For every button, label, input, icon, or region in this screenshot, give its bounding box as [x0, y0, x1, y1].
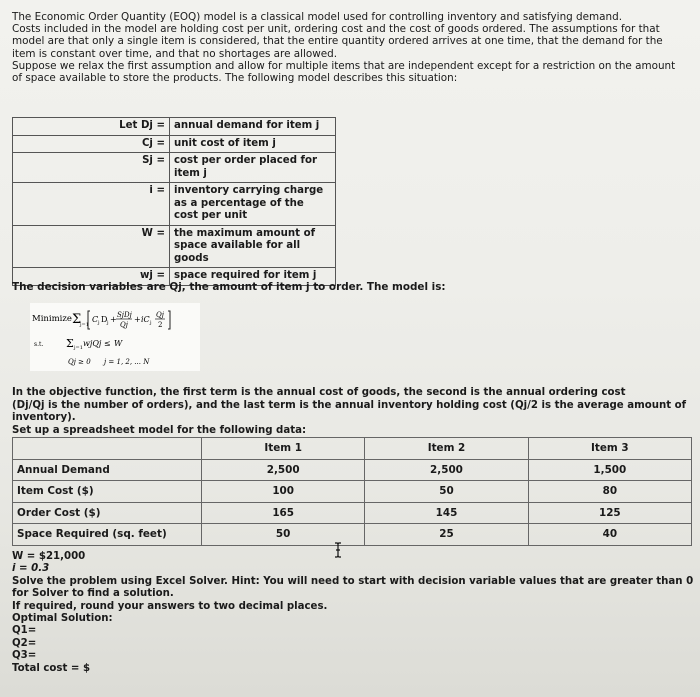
intro-line: of space available to store the products. The following model describes this situation:	[12, 72, 458, 85]
sum-symbol: Σ	[72, 312, 82, 327]
explanation-paragraph	[12, 387, 692, 437]
holding-term: 2	[158, 321, 163, 329]
definition-desc: inventory carrying charge as a percentage of the cost per unit	[170, 183, 336, 226]
q1-answer[interactable]: Q1=	[12, 625, 37, 637]
solver-instruction: Solve the problem using Excel Solver. Hint: You will need to start with decision variable values that are greater than 0 for Solver to find a solution.	[12, 575, 694, 600]
left-bracket	[88, 311, 90, 329]
row-label: Space Required (sq. feet)	[13, 524, 202, 546]
definition-desc: unit cost of item j	[170, 135, 336, 153]
definition-desc: annual demand for item j	[170, 118, 336, 136]
table-row	[13, 524, 692, 546]
rounding-instruction: If required, round your answers to two decimal places.	[12, 600, 328, 612]
sum-limits: j=1	[80, 322, 89, 328]
plus-sign: +	[134, 315, 141, 324]
intro-line: item is constant over time, and that no shortages are allowed.	[12, 47, 338, 60]
intro-line: The Economic Order Quantity (EOQ) model is a classical model used for controlling inventory and satisfying demand.	[12, 11, 623, 23]
explanation-line: In the objective function, the first term is the annual cost of goods, the second is the annual ordering cost	[12, 387, 626, 398]
definition-desc: the maximum amount of space available for all goods	[170, 225, 336, 268]
table-cell: 40	[528, 524, 691, 546]
definition-symbol: Cj =	[13, 135, 170, 153]
space-limit: W	[114, 339, 123, 348]
cost-term: C	[92, 315, 99, 324]
decision-variables-text: The decision variables are Qj, the amount of item j to order. The model is:	[12, 281, 446, 293]
definitions-table	[12, 117, 336, 286]
holding-term: j	[150, 320, 152, 326]
holding-term: iC	[141, 315, 150, 324]
cost-term: D	[101, 315, 108, 324]
row-label: Item Cost ($)	[13, 481, 202, 503]
optimal-solution-heading: Optimal Solution:	[12, 613, 113, 625]
row-label: Order Cost ($)	[13, 502, 202, 524]
index-range: j = 1, 2, ... N	[104, 358, 150, 366]
table-cell: 145	[365, 502, 528, 524]
table-row	[13, 481, 692, 503]
sum-symbol: Σ	[66, 337, 74, 350]
item-data-table	[12, 437, 692, 546]
table-cell: 165	[202, 502, 365, 524]
table-cell: 25	[365, 524, 528, 546]
table-header-row	[13, 438, 692, 460]
definition-row	[13, 225, 336, 268]
nonneg-constraint: Qj ≥ 0	[68, 358, 91, 366]
table-row	[13, 459, 692, 481]
intro-paragraph	[12, 11, 692, 84]
definition-desc: space required for item j	[170, 268, 336, 286]
order-term: SjDj	[117, 311, 132, 319]
definition-symbol: Sj =	[13, 153, 170, 183]
table-cell: 125	[528, 502, 691, 524]
definition-row	[13, 183, 336, 226]
table-cell: 50	[365, 481, 528, 503]
holding-term: Qj	[156, 311, 164, 319]
intro-line: model are that only a single item is considered, that the entire quantity ordered arrives at one time, that the demand for the	[12, 35, 663, 48]
definition-row	[13, 135, 336, 153]
table-cell: 1,500	[528, 459, 691, 481]
definition-row	[13, 118, 336, 136]
total-cost-answer[interactable]: Total cost = $	[12, 662, 91, 674]
intro-line: Suppose we relax the first assumption and allow for multiple items that are independent except for a restriction on the amount	[12, 59, 676, 72]
space-limit-value: W = $21,000	[12, 551, 86, 562]
table-cell: 50	[202, 524, 365, 546]
definition-symbol: wj =	[13, 268, 170, 286]
minimize-label: Minimize	[32, 314, 72, 324]
explanation-line: Set up a spreadsheet model for the following data:	[12, 424, 307, 436]
plus-sign: +	[110, 315, 117, 324]
definition-symbol: W =	[13, 225, 170, 268]
intro-line: Costs included in the model are holding cost per unit, ordering cost and the cost of goods ordered. The assumptions for that	[12, 23, 660, 36]
definition-row	[13, 153, 336, 183]
definition-symbol: Let Dj =	[13, 118, 170, 136]
row-label: Annual Demand	[13, 459, 202, 481]
definition-desc: cost per order placed for item j	[170, 153, 336, 183]
q3-answer[interactable]: Q3=	[12, 650, 37, 662]
table-header-cell: Item 1	[202, 438, 365, 460]
table-row	[13, 502, 692, 524]
carrying-charge-value: i = 0.3	[12, 563, 50, 575]
cost-term: j	[107, 320, 109, 326]
model-formulation	[30, 303, 200, 371]
table-header-cell	[13, 438, 202, 460]
right-bracket	[168, 311, 170, 329]
table-cell: 2,500	[202, 459, 365, 481]
problem-tail	[12, 551, 700, 675]
space-constraint: wjQj ≤	[83, 339, 111, 348]
sum-limits: j=1	[74, 345, 83, 351]
order-term: Qj	[120, 321, 128, 329]
table-cell: 80	[528, 481, 691, 503]
table-header-cell: Item 3	[528, 438, 691, 460]
table-cell: 100	[202, 481, 365, 503]
explanation-line: (Dj/Qj is the number of orders), and the last term is the annual inventory holding cost (Qj/2 is the average amount of inventory).	[12, 399, 687, 423]
q2-answer[interactable]: Q2=	[12, 637, 37, 649]
table-header-cell: Item 2	[365, 438, 528, 460]
table-cell: 2,500	[365, 459, 528, 481]
definition-symbol: i =	[13, 183, 170, 226]
cost-term: j	[98, 320, 100, 326]
st-label: s.t.	[34, 341, 44, 348]
